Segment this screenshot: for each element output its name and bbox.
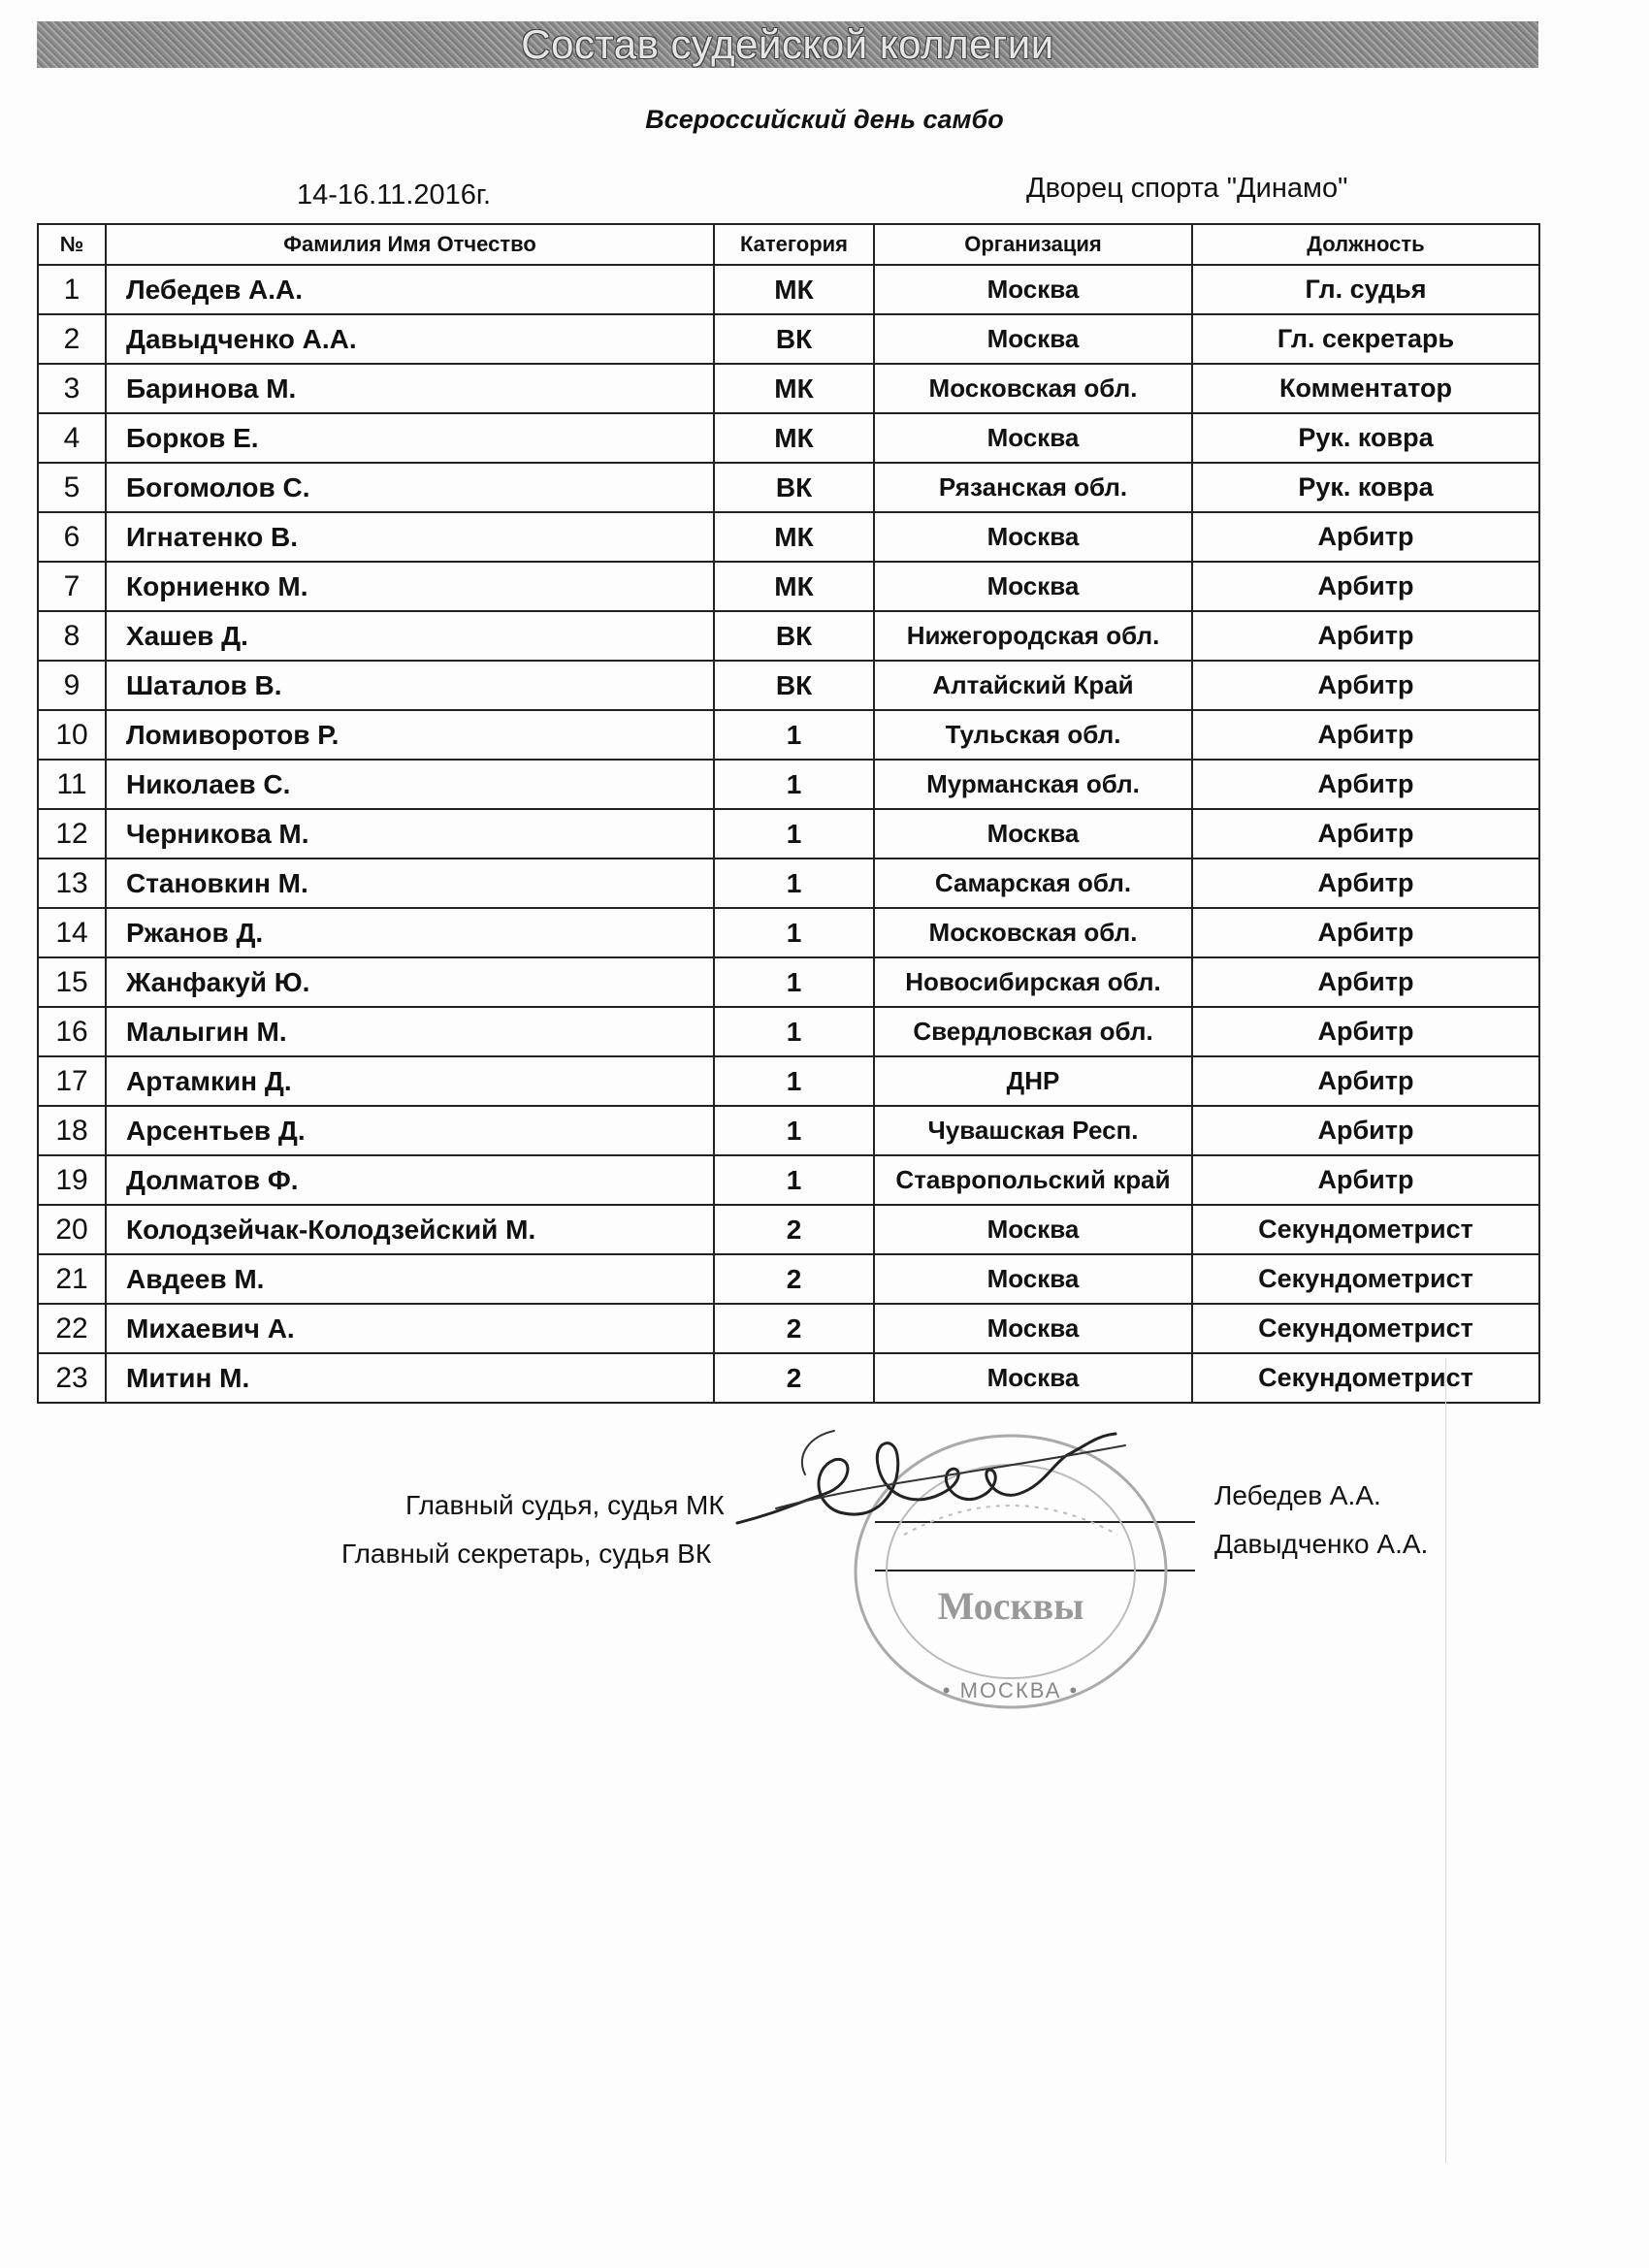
judge-name: Корниенко М. <box>106 562 714 611</box>
judge-category: МК <box>714 364 874 413</box>
row-number: 20 <box>38 1205 106 1254</box>
judge-category: 1 <box>714 908 874 957</box>
row-number: 7 <box>38 562 106 611</box>
judge-name: Николаев С. <box>106 760 714 809</box>
judge-category: 2 <box>714 1254 874 1304</box>
judge-category: 1 <box>714 1007 874 1056</box>
judge-organization: Московская обл. <box>874 364 1192 413</box>
judge-category: ВК <box>714 314 874 364</box>
judge-name: Хашев Д. <box>106 611 714 661</box>
row-number: 23 <box>38 1353 106 1403</box>
row-number: 18 <box>38 1106 106 1155</box>
judge-category: 1 <box>714 859 874 908</box>
row-number: 6 <box>38 512 106 562</box>
table-row <box>38 760 1539 809</box>
judge-category: 1 <box>714 1155 874 1205</box>
judge-category: 2 <box>714 1353 874 1403</box>
table-row <box>38 809 1539 859</box>
table-row <box>38 1007 1539 1056</box>
judge-position: Арбитр <box>1192 809 1539 859</box>
table-row <box>38 1056 1539 1106</box>
judge-organization: Москва <box>874 1353 1192 1403</box>
table-row <box>38 1353 1539 1403</box>
judge-organization: Москва <box>874 1254 1192 1304</box>
judge-organization: ДНР <box>874 1056 1192 1106</box>
judge-position: Арбитр <box>1192 1007 1539 1056</box>
row-number: 13 <box>38 859 106 908</box>
table-row <box>38 413 1539 463</box>
judge-organization: Московская обл. <box>874 908 1192 957</box>
table-row <box>38 611 1539 661</box>
row-number: 12 <box>38 809 106 859</box>
row-number: 16 <box>38 1007 106 1056</box>
judge-position: Арбитр <box>1192 957 1539 1007</box>
judge-name: Долматов Ф. <box>106 1155 714 1205</box>
judge-position: Арбитр <box>1192 760 1539 809</box>
chief-secretary-label: Главный секретарь, судья ВК <box>341 1539 712 1569</box>
chief-judge-name: Лебедев А.А. <box>1214 1480 1381 1510</box>
table-row <box>38 710 1539 760</box>
row-number: 11 <box>38 760 106 809</box>
chief-judge-label: Главный судья, судья МК <box>405 1490 725 1520</box>
judge-category: 1 <box>714 710 874 760</box>
judge-name: Ломиворотов Р. <box>106 710 714 760</box>
document-title: Состав судейской коллегии <box>521 21 1054 67</box>
judge-position: Арбитр <box>1192 859 1539 908</box>
judge-position: Секундометрист <box>1192 1304 1539 1353</box>
judge-name: Малыгин М. <box>106 1007 714 1056</box>
row-number: 21 <box>38 1254 106 1304</box>
judge-position: Арбитр <box>1192 611 1539 661</box>
row-number: 14 <box>38 908 106 957</box>
row-number: 19 <box>38 1155 106 1205</box>
judge-category: ВК <box>714 661 874 710</box>
judge-category: 1 <box>714 1106 874 1155</box>
header-full-name: Фамилия Имя Отчество <box>106 224 714 265</box>
judge-organization: Новосибирская обл. <box>874 957 1192 1007</box>
judge-category: 2 <box>714 1205 874 1254</box>
judge-organization: Москва <box>874 265 1192 314</box>
judge-name: Становкин М. <box>106 859 714 908</box>
row-number: 3 <box>38 364 106 413</box>
table-row <box>38 364 1539 413</box>
judge-name: Жанфакуй Ю. <box>106 957 714 1007</box>
judge-position: Арбитр <box>1192 1056 1539 1106</box>
judge-category: 2 <box>714 1304 874 1353</box>
judge-organization: Москва <box>874 1205 1192 1254</box>
judge-category: МК <box>714 265 874 314</box>
table-row <box>38 512 1539 562</box>
table-row <box>38 1155 1539 1205</box>
judge-organization: Москва <box>874 1304 1192 1353</box>
row-number: 10 <box>38 710 106 760</box>
judge-name: Митин М. <box>106 1353 714 1403</box>
judge-position: Комментатор <box>1192 364 1539 413</box>
table-row <box>38 265 1539 314</box>
judge-name: Михаевич А. <box>106 1304 714 1353</box>
judge-category: ВК <box>714 463 874 512</box>
judge-name: Богомолов С. <box>106 463 714 512</box>
row-number: 9 <box>38 661 106 710</box>
document-title-banner <box>37 21 1538 68</box>
handwritten-signature <box>718 1416 1164 1562</box>
judge-name: Колодзейчак-Колодзейский М. <box>106 1205 714 1254</box>
table-row <box>38 463 1539 512</box>
row-number: 17 <box>38 1056 106 1106</box>
judge-position: Арбитр <box>1192 710 1539 760</box>
judge-position: Арбитр <box>1192 1106 1539 1155</box>
header-category: Категория <box>714 224 874 265</box>
judge-name: Шаталов В. <box>106 661 714 710</box>
header-number: № <box>38 224 106 265</box>
event-date: 14-16.11.2016г. <box>297 179 491 211</box>
judge-organization: Москва <box>874 314 1192 364</box>
judge-position: Секундометрист <box>1192 1254 1539 1304</box>
judge-category: 1 <box>714 1056 874 1106</box>
judge-category: 1 <box>714 809 874 859</box>
table-row <box>38 1106 1539 1155</box>
judge-category: 1 <box>714 760 874 809</box>
table-row <box>38 1205 1539 1254</box>
table-row <box>38 1254 1539 1304</box>
table-body <box>38 265 1539 1403</box>
judge-organization: Рязанская обл. <box>874 463 1192 512</box>
event-name: Всероссийский день самбо <box>645 105 1004 134</box>
judge-name: Баринова М. <box>106 364 714 413</box>
header-position: Должность <box>1192 224 1539 265</box>
judge-organization: Мурманская обл. <box>874 760 1192 809</box>
event-venue: Дворец спорта "Динамо" <box>1026 173 1348 204</box>
judge-position: Арбитр <box>1192 908 1539 957</box>
judge-category: МК <box>714 413 874 463</box>
judge-organization: Самарская обл. <box>874 859 1192 908</box>
judge-position: Рук. ковра <box>1192 463 1539 512</box>
judge-name: Игнатенко В. <box>106 512 714 562</box>
judge-category: 1 <box>714 957 874 1007</box>
header-organization: Организация <box>874 224 1192 265</box>
judge-position: Арбитр <box>1192 661 1539 710</box>
scan-artifact-line <box>1445 1358 1446 2163</box>
judge-organization: Москва <box>874 512 1192 562</box>
stamp-word: Москвы <box>937 1584 1084 1628</box>
chief-secretary-name: Давыдченко А.А. <box>1214 1529 1429 1559</box>
judge-category: ВК <box>714 611 874 661</box>
table-row <box>38 859 1539 908</box>
table-row <box>38 957 1539 1007</box>
row-number: 15 <box>38 957 106 1007</box>
table-header-row <box>38 224 1539 265</box>
judge-position: Арбитр <box>1192 1155 1539 1205</box>
judge-position: Секундометрист <box>1192 1205 1539 1254</box>
judge-organization: Свердловская обл. <box>874 1007 1192 1056</box>
judge-organization: Москва <box>874 562 1192 611</box>
judge-organization: Алтайский Край <box>874 661 1192 710</box>
judge-position: Арбитр <box>1192 562 1539 611</box>
row-number: 8 <box>38 611 106 661</box>
judge-organization: Чувашская Респ. <box>874 1106 1192 1155</box>
row-number: 5 <box>38 463 106 512</box>
table-row <box>38 314 1539 364</box>
judge-category: МК <box>714 512 874 562</box>
judge-organization: Тульская обл. <box>874 710 1192 760</box>
row-number: 22 <box>38 1304 106 1353</box>
table-row <box>38 1304 1539 1353</box>
judge-name: Артамкин Д. <box>106 1056 714 1106</box>
judge-name: Лебедев А.А. <box>106 265 714 314</box>
judge-position: Рук. ковра <box>1192 413 1539 463</box>
judge-name: Арсентьев Д. <box>106 1106 714 1155</box>
judge-name: Авдеев М. <box>106 1254 714 1304</box>
judges-table <box>37 223 1540 1404</box>
table-row <box>38 908 1539 957</box>
judge-organization: Москва <box>874 809 1192 859</box>
row-number: 1 <box>38 265 106 314</box>
judge-name: Давыдченко А.А. <box>106 314 714 364</box>
table-row <box>38 661 1539 710</box>
judge-position: Секундометрист <box>1192 1353 1539 1403</box>
judge-position: Арбитр <box>1192 512 1539 562</box>
judge-organization: Ставропольский край <box>874 1155 1192 1205</box>
judge-organization: Москва <box>874 413 1192 463</box>
judge-name: Черникова М. <box>106 809 714 859</box>
judge-name: Борков Е. <box>106 413 714 463</box>
judge-name: Ржанов Д. <box>106 908 714 957</box>
judge-category: МК <box>714 562 874 611</box>
row-number: 4 <box>38 413 106 463</box>
row-number: 2 <box>38 314 106 364</box>
stamp-city: • МОСКВА • <box>942 1678 1080 1702</box>
judge-position: Гл. судья <box>1192 265 1539 314</box>
judge-position: Гл. секретарь <box>1192 314 1539 364</box>
table-row <box>38 562 1539 611</box>
judge-organization: Нижегородская обл. <box>874 611 1192 661</box>
